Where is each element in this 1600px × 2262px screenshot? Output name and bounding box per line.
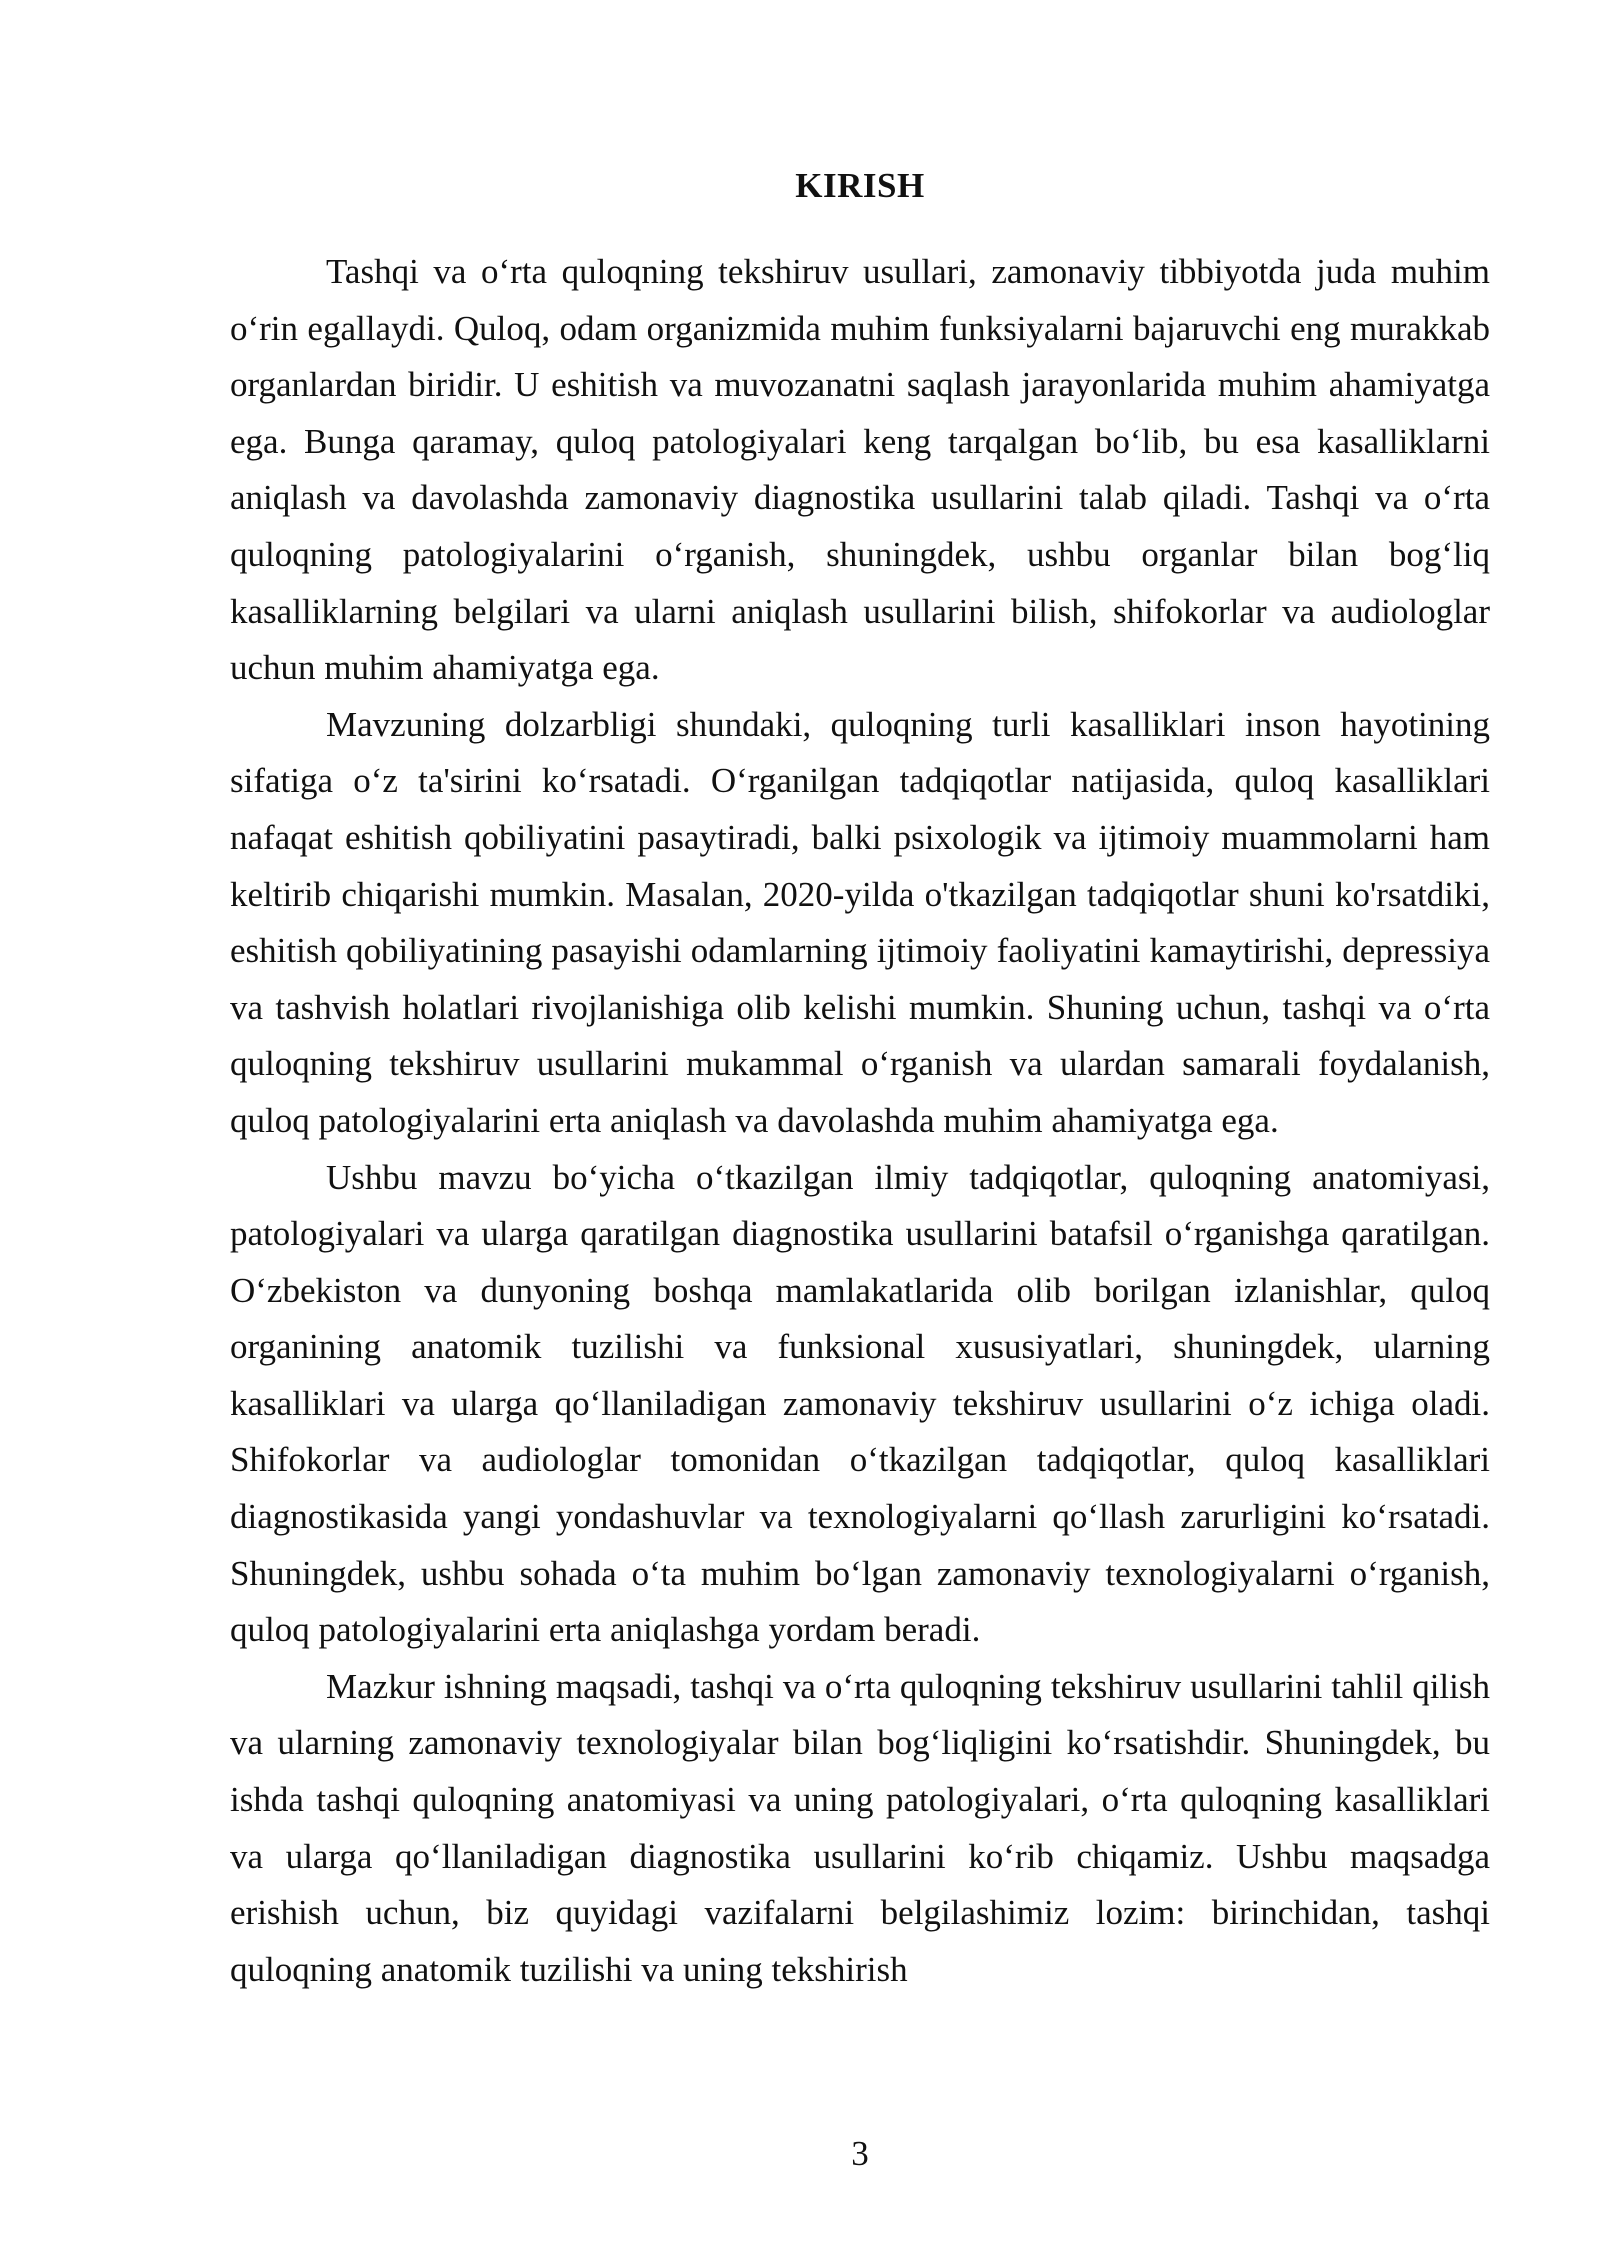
paragraph-4: Mazkur ishning maqsadi, tashqi va o‘rta quloqning tekshiruv usullarini tahlil qilish va ularning zamonaviy texnologiyalar bilan bog‘liqligini ko‘rsatishdir. Shuningdek, bu ishda tashqi quloqning anatomiyasi va uning patologiyalari, o‘rta quloqning kasalliklari va ularga qo‘llaniladigan diagnostika usullarini ko‘rib chiqamiz. Ushbu maqsadga erishish uchun, biz quyidagi vazifalarni belgilashimiz lozim: birinchidan, tashqi quloqning anatomik tuzilishi va uning tekshirish: [230, 1666, 1490, 1989]
section-title: KIRISH: [795, 166, 925, 205]
paragraph-3: Ushbu mavzu bo‘yicha o‘tkazilgan ilmiy tadqiqotlar, quloqning anatomiyasi, patologiyalari va ularga qaratilgan diagnostika usullarini batafsil o‘rganishga qaratilgan. O‘zbekiston va dunyoning boshqa mamlakatlarida olib borilgan izlanishlar, quloq organining anatomik tuzilishi va funksional xususiyatlari, shuningdek, ularning kasalliklari va ularga qo‘llaniladigan zamonaviy tekshiruv usullarini o‘z ichiga oladi. Shifokorlar va audiologlar tomonidan o‘tkazilgan tadqiqotlar, quloq kasalliklari diagnostikasida yangi yondashuvlar va texnologiyalarni qo‘llash zarurligini ko‘rsatadi. Shuningdek, ushbu sohada o‘ta muhim bo‘lgan zamonaviy texnologiyalarni o‘rganish, quloq patologiyalarini erta aniqlashga yordam beradi.: [230, 1157, 1490, 1650]
paragraph-2: Mavzuning dolzarbligi shundaki, quloqning turli kasalliklari inson hayotining sifatiga o‘z ta'sirini ko‘rsatadi. O‘rganilgan tadqiqotlar natijasida, quloq kasalliklari nafaqat eshitish qobiliyatini pasaytiradi, balki psixologik va ijtimoiy muammolarni ham keltirib chiqarishi mumkin. Masalan, 2020-yilda o'tkazilgan tadqiqotlar shuni ko'rsatdiki, eshitish qobiliyatining pasayishi odamlarning ijtimoiy faoliyatini kamaytirishi, depressiya va tashvish holatlari rivojlanishiga olib kelishi mumkin. Shuning uchun, tashqi va o‘rta quloqning tekshiruv usullarini mukammal o‘rganish va ulardan samarali foydalanish, quloq patologiyalarini erta aniqlash va davolashda muhim ahamiyatga ega.: [230, 704, 1490, 1140]
paragraph-1: Tashqi va o‘rta quloqning tekshiruv usullari, zamonaviy tibbiyotda juda muhim o‘rin egallaydi. Quloq, odam organizmida muhim funksiyalarni bajaruvchi eng murakkab organlardan biridir. U eshitish va muvozanatni saqlash jarayonlarida muhim ahamiyatga ega. Bunga qaramay, quloq patologiyalari keng tarqalgan bo‘lib, bu esa kasalliklarni aniqlash va davolashda zamonaviy diagnostika usullarini talab qiladi. Tashqi va o‘rta quloqning patologiyalarini o‘rganish, shuningdek, ushbu organlar bilan bog‘liq kasalliklarning belgilari va ularni aniqlash usullarini bilish, shifokorlar va audiologlar uchun muhim ahamiyatga ega.: [230, 252, 1490, 688]
page-number: 3: [851, 2134, 869, 2173]
body-text: [230, 244, 1490, 1998]
